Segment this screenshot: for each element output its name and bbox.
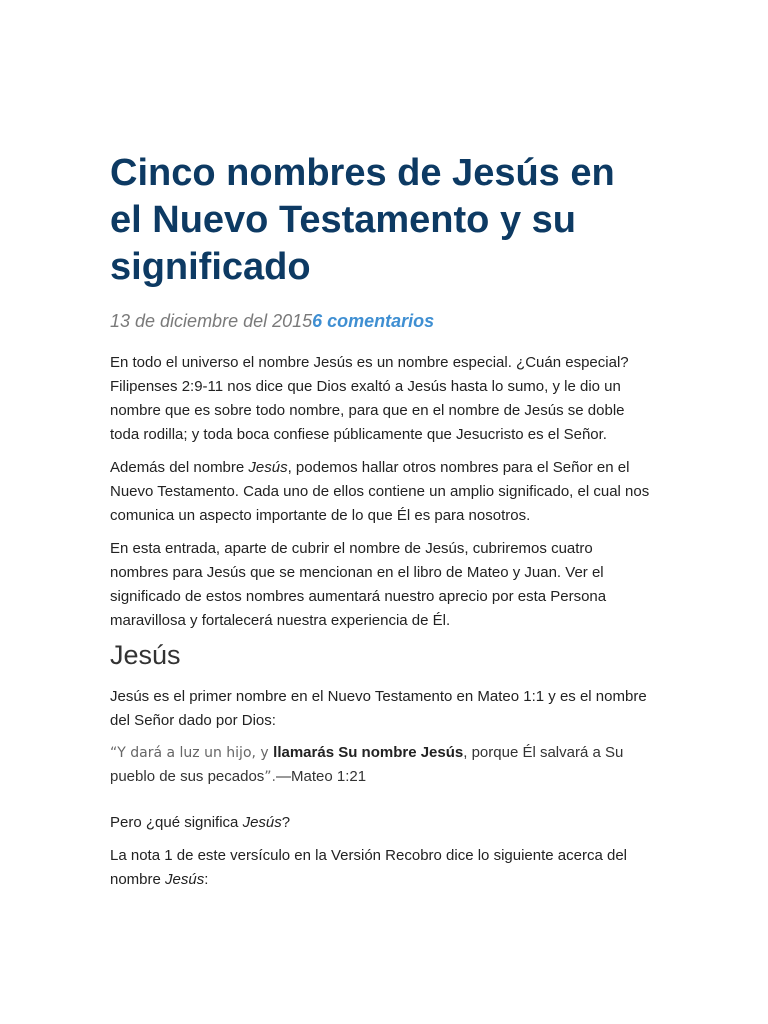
question-before: Pero ¿qué significa — [110, 814, 243, 831]
section-heading-jesus: Jesús — [110, 640, 181, 670]
note-emphasis: Jesús — [165, 871, 205, 888]
intro-paragraph-2-emphasis: Jesús — [248, 459, 288, 476]
quote-reference: —Mateo 1:21 — [276, 768, 367, 785]
quote-open: “Y dará a luz un hijo, y — [110, 745, 274, 761]
note-after: : — [204, 871, 209, 888]
question-paragraph — [110, 811, 650, 835]
intro-paragraph-2 — [110, 456, 650, 528]
quote-middle: , porque Él salvará a Su pueblo de sus pecados — [110, 744, 624, 785]
question-emphasis: Jesús — [242, 814, 282, 831]
note-paragraph — [110, 844, 650, 892]
question-after: ? — [281, 814, 291, 831]
article — [110, 150, 650, 892]
post-date: 13 de diciembre del 2015 — [110, 311, 313, 331]
note-before: La nota 1 de este versículo en la Versión Recobro dice lo siguiente acerca del nombre — [110, 847, 627, 888]
quote-close: ”. — [264, 769, 276, 785]
article-title: Cinco nombres de Jesús en el Nuevo Testamento y su significado — [110, 152, 615, 288]
quote-bold: llamarás Su nombre Jesús — [273, 744, 464, 761]
scripture-quote — [110, 741, 650, 789]
post-meta — [110, 309, 650, 333]
comments-link[interactable]: 6 comentarios — [312, 311, 435, 331]
section-paragraph-1: Jesús es el primer nombre en el Nuevo Testamento en Mateo 1:1 y es el nombre del Señor dado por Dios: — [110, 688, 647, 729]
intro-paragraph-2-after: , podemos hallar otros nombres para el Señor en el Nuevo Testamento. Cada uno de ellos contiene un amplio significado, el cual nos comunica un aspecto importante de lo que Él es para nosotros. — [110, 459, 650, 524]
intro-paragraph-2-before: Además del nombre — [110, 459, 249, 476]
intro-paragraph-3: En esta entrada, aparte de cubrir el nombre de Jesús, cubriremos cuatro nombres para Jesús que se mencionan en el libro de Mateo y Juan. Ver el significado de estos nombres aumentará nuestro aprecio por esta Persona maravillosa y fortalecerá nuestra experiencia de Él. — [110, 540, 607, 629]
intro-paragraph-1: En todo el universo el nombre Jesús es un nombre especial. ¿Cuán especial? Filipenses 2:9-11 nos dice que Dios exaltó a Jesús hasta lo sumo, y le dio un nombre que es sobre todo nombre, para que en el nombre de Jesús se doble toda rodilla; y toda boca confiese públicamente que Jesucristo es el Señor. — [110, 354, 629, 443]
